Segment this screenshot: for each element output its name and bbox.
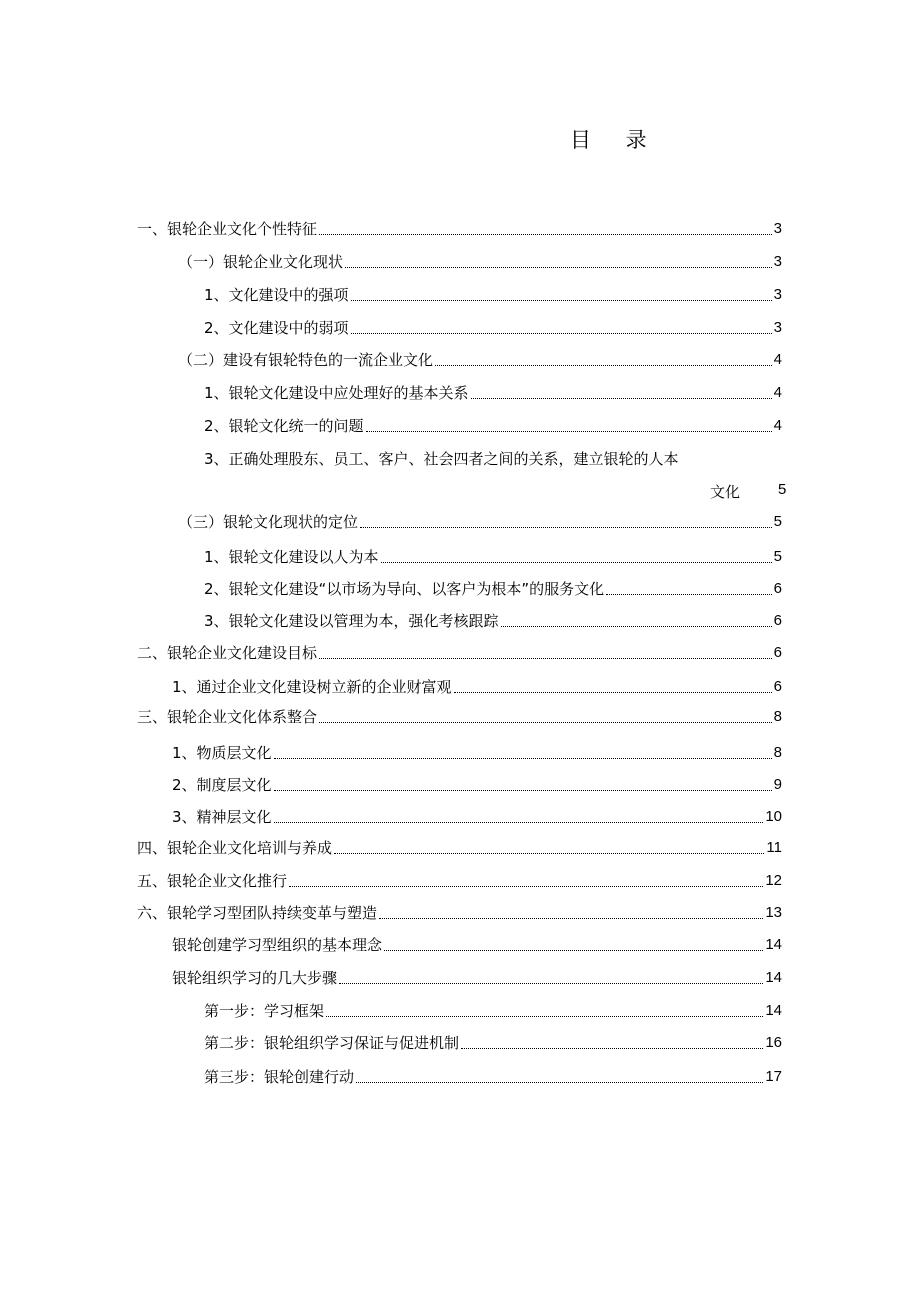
toc-entry[interactable]: [172, 768, 782, 794]
toc-entry-text: 1、通过企业文化建设树立新的企业财富观: [172, 678, 452, 696]
toc-entry-page: 10: [765, 808, 782, 825]
toc-entry[interactable]: [172, 928, 782, 954]
toc-entry-text: 1、物质层文化: [172, 744, 272, 762]
toc-entry-page: 3: [773, 253, 782, 270]
leader-dots: [360, 527, 772, 528]
toc-entry[interactable]: [204, 1060, 782, 1086]
toc-entry-text[interactable]: 3、正确处理股东、员工、客户、社会四者之间的关系，建立银轮的人本: [204, 450, 679, 468]
toc-entry-page: 5: [773, 548, 782, 565]
toc-entry-text: （一）银轮企业文化现状: [178, 253, 344, 271]
leader-dots: [461, 1048, 763, 1049]
toc-entry-page: 4: [773, 417, 782, 434]
toc-entry-page: 3: [773, 286, 782, 303]
toc-entry-text: 三、银轮企业文化体系整合: [137, 708, 318, 726]
toc-entry[interactable]: [137, 212, 782, 238]
leader-dots: [366, 431, 772, 432]
toc-entry[interactable]: [204, 376, 782, 402]
leader-dots: [384, 950, 763, 951]
leader-dots: [435, 365, 772, 366]
leader-dots: [326, 1016, 763, 1017]
toc-entry[interactable]: [204, 572, 782, 598]
toc-entry-page: 6: [773, 644, 782, 661]
toc-entry[interactable]: [172, 670, 782, 696]
leader-dots: [471, 398, 772, 399]
toc-entry[interactable]: [204, 1026, 782, 1052]
leader-dots: [345, 267, 772, 268]
toc-entry[interactable]: [204, 604, 782, 630]
toc-entry-page: 5: [773, 513, 782, 530]
toc-entry-page: 11: [766, 839, 782, 856]
toc-entry-page: 13: [765, 904, 782, 921]
toc-entry-text-continued: 文化: [710, 483, 741, 501]
toc-entry-page: 6: [773, 580, 782, 597]
toc-entry-page: 5: [778, 481, 787, 498]
toc-entry[interactable]: [137, 831, 782, 857]
toc-entry-page: 14: [765, 969, 782, 986]
leader-dots: [274, 822, 764, 823]
toc-entry[interactable]: [137, 896, 782, 922]
leader-dots: [319, 658, 772, 659]
toc-entry-page: 9: [773, 776, 782, 793]
toc-entry-text: 3、精神层文化: [172, 808, 272, 826]
toc-entry[interactable]: [137, 700, 782, 726]
toc-entry-text: 2、制度层文化: [172, 776, 272, 794]
toc-entry[interactable]: [178, 505, 782, 531]
toc-entry-text: 1、银轮文化建设以人为本: [204, 548, 379, 566]
toc-entry-page: 12: [765, 872, 782, 889]
toc-entry-page: 14: [765, 1002, 782, 1019]
toc-entry[interactable]: [172, 736, 782, 762]
toc-entry-page: 4: [773, 351, 782, 368]
toc-entry-text: 2、银轮文化统一的问题: [204, 417, 364, 435]
toc-entry-page: 6: [773, 612, 782, 629]
toc-entry-text: 2、文化建设中的弱项: [204, 319, 349, 337]
leader-dots: [289, 886, 763, 887]
leader-dots: [339, 983, 763, 984]
toc-entry-page: 8: [773, 744, 782, 761]
toc-entry-text: 一、银轮企业文化个性特征: [137, 220, 318, 238]
toc-entry-text: 五、银轮企业文化推行: [137, 872, 288, 890]
toc-entry[interactable]: [204, 409, 782, 435]
toc-entry-text: 1、银轮文化建设中应处理好的基本关系: [204, 384, 469, 402]
toc-entry-text: 二、银轮企业文化建设目标: [137, 644, 318, 662]
leader-dots: [319, 722, 772, 723]
toc-entry-text: 第二步：银轮组织学习保证与促进机制: [204, 1034, 460, 1052]
toc-entry-page: 16: [765, 1034, 782, 1051]
toc-entry-text: 1、文化建设中的强项: [204, 286, 349, 304]
toc-entry[interactable]: [204, 540, 782, 566]
toc-entry-text: 第三步：银轮创建行动: [204, 1068, 355, 1086]
toc-entry[interactable]: [178, 343, 782, 369]
toc-entry[interactable]: [172, 800, 782, 826]
toc-entry[interactable]: [178, 245, 782, 271]
toc-entry-text: （二）建设有银轮特色的一流企业文化: [178, 351, 434, 369]
leader-dots: [454, 692, 772, 693]
toc-entry-text: 第一步：学习框架: [204, 1002, 325, 1020]
toc-entry-page: 3: [773, 220, 782, 237]
toc-entry-text: （三）银轮文化现状的定位: [178, 513, 359, 531]
toc-title: 目 录: [570, 128, 661, 152]
toc-entry-text: 3、银轮文化建设以管理为本，强化考核跟踪: [204, 612, 499, 630]
leader-dots: [501, 626, 772, 627]
leader-dots: [319, 234, 772, 235]
toc-entry-text: 银轮创建学习型组织的基本理念: [172, 936, 383, 954]
toc-entry-page: 6: [773, 678, 782, 695]
toc-entry-text: 六、银轮学习型团队持续变革与塑造: [137, 904, 378, 922]
leader-dots: [274, 758, 772, 759]
toc-entry-text: 四、银轮企业文化培训与养成: [137, 839, 333, 857]
toc-entry-text: 2、银轮文化建设“以市场为导向、以客户为根本”的服务文化: [204, 580, 605, 598]
toc-entry[interactable]: [137, 636, 782, 662]
toc-entry[interactable]: [172, 961, 782, 987]
toc-entry-page: 4: [773, 384, 782, 401]
leader-dots: [606, 594, 772, 595]
toc-entry[interactable]: [204, 278, 782, 304]
toc-entry[interactable]: [204, 994, 782, 1020]
toc-entry-page: 14: [765, 936, 782, 953]
leader-dots: [379, 918, 763, 919]
leader-dots: [334, 853, 764, 854]
toc-entry[interactable]: [137, 864, 782, 890]
leader-dots: [351, 333, 772, 334]
leader-dots: [356, 1082, 763, 1083]
leader-dots: [351, 300, 772, 301]
toc-entry[interactable]: [204, 311, 782, 337]
toc-entry-text: 银轮组织学习的几大步骤: [172, 969, 338, 987]
leader-dots: [381, 562, 772, 563]
toc-entry-page: 3: [773, 319, 782, 336]
leader-dots: [274, 790, 772, 791]
toc-entry-page: 8: [773, 708, 782, 725]
toc-entry-page: 17: [765, 1068, 782, 1085]
